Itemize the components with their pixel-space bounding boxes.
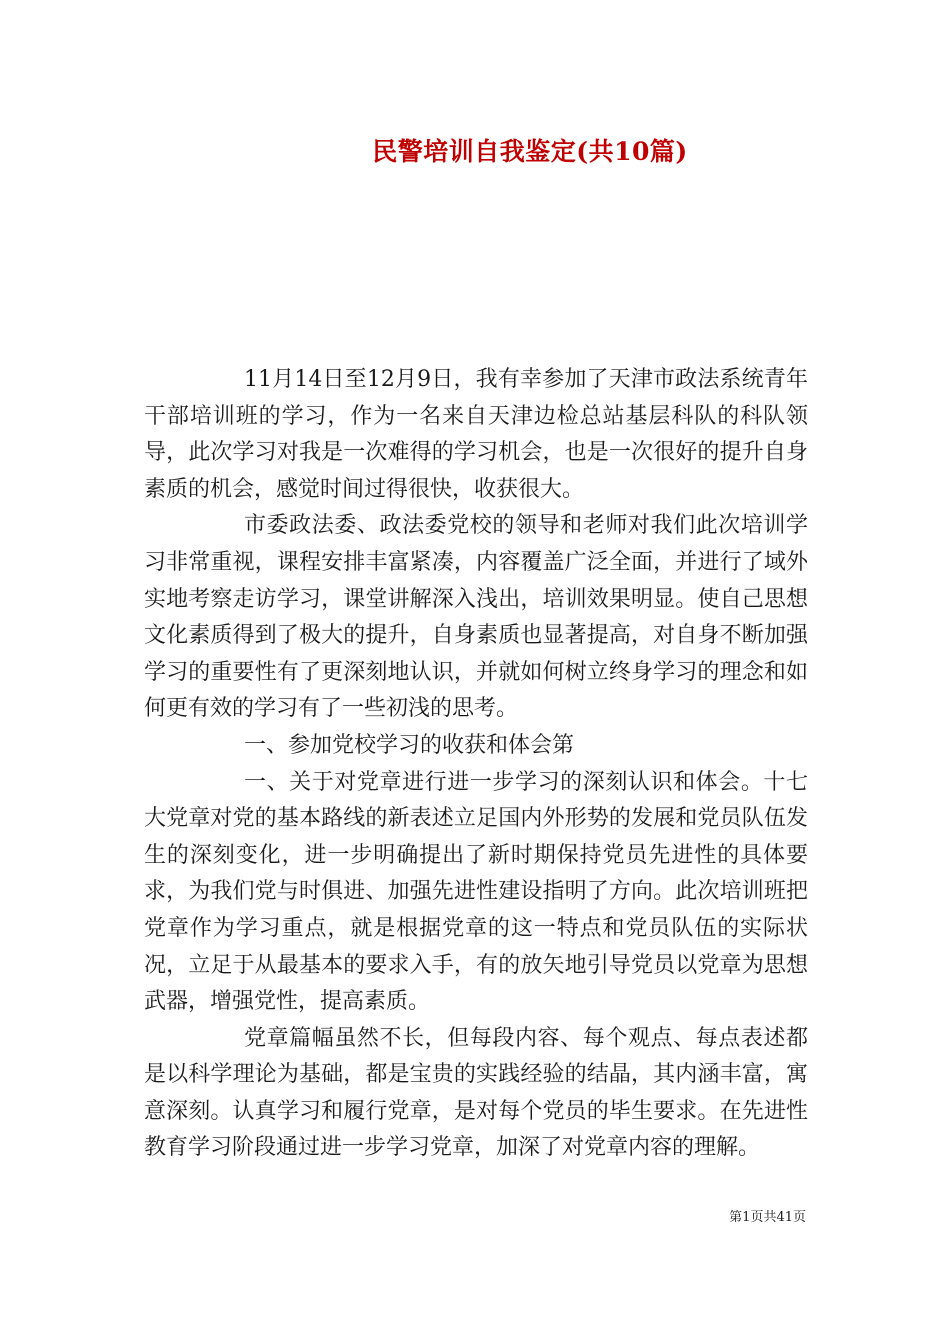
document-title: 民警培训自我鉴定(共10篇) xyxy=(372,137,688,166)
page-number: 第1页共41页 xyxy=(729,1210,806,1225)
document-body xyxy=(144,362,808,1167)
paragraph-2: 市委政法委、政法委党校的领导和老师对我们此次培训学习非常重视，课程安排丰富紧凑，内容覆盖广泛全面，并进行了域外实地考察走访学习，课堂讲解深入浅出，培训效果明显。使自己思想文化素质得到了极大的提升，自身素质也显著提高，对自身不断加强学习的重要性有了更深刻地认识，并就如何树立终身学习的理念和如何更有效的学习有了一些初浅的思考。 xyxy=(144,513,808,722)
paragraph-1: 11月14日至12月9日，我有幸参加了天津市政法系统青年干部培训班的学习，作为一名来自天津边检总站基层科队的科队领导，此次学习对我是一次难得的学习机会，也是一次很好的提升自身素质的机会，感觉时间过得很快，收获很大。 xyxy=(144,367,808,502)
paragraph-4: 党章篇幅虽然不长，但每段内容、每个观点、每点表述都是以科学理论为基础，都是宝贵的实践经验的结晶，其内涵丰富，寓意深刻。认真学习和履行党章，是对每个党员的毕生要求。在先进性教育学习阶段通过进一步学习党章，加深了对党章内容的理解。 xyxy=(144,1025,808,1161)
paragraph-3: 一、关于对党章进行进一步学习的深刻认识和体会。十七大党章对党的基本路线的新表述立足国内外形势的发展和党员队伍发生的深刻变化，进一步明确提出了新时期保持党员先进性的具体要求，为我们党与时俱进、加强先进性建设指明了方向。此次培训班把党章作为学习重点，就是根据党章的这一特点和党员队伍的实际状况，立足于从最基本的要求入手，有的放矢地引导党员以党章为思想武器，增强党性，提高素质。 xyxy=(144,769,808,1015)
section-heading: 一、参加党校学习的收获和体会第 xyxy=(244,732,575,758)
